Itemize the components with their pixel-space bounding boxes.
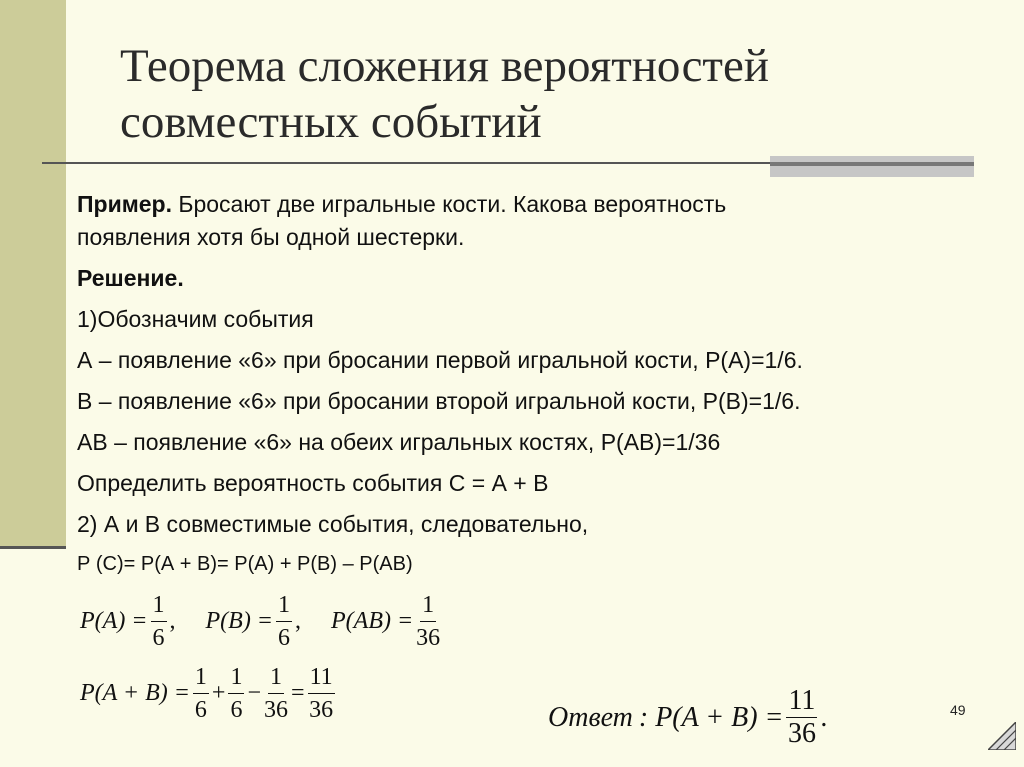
slide-title xyxy=(120,38,980,150)
fraction-1-36 xyxy=(264,664,288,723)
determine-line: Определить вероятность события С = А + В xyxy=(77,470,549,496)
answer-formula xyxy=(548,685,828,749)
denominator: 36 xyxy=(416,625,441,651)
equals-sign: = xyxy=(291,680,305,706)
numerator: 1 xyxy=(276,592,292,622)
denominator: 6 xyxy=(152,625,165,651)
example-text-2: появления хотя бы одной шестерки. xyxy=(77,224,465,250)
denominator: 6 xyxy=(194,697,207,723)
comma: , xyxy=(295,608,301,634)
denominator: 6 xyxy=(230,697,243,723)
numerator: 11 xyxy=(788,685,816,716)
fraction-1-6-b xyxy=(228,664,244,723)
answer-lhs: : P(A + B) = xyxy=(638,701,784,733)
answer-fraction xyxy=(786,685,817,749)
example-label: Пример. xyxy=(77,191,172,217)
period: . xyxy=(820,701,828,733)
title-line-1: Теорема сложения вероятностей xyxy=(120,40,769,92)
denominator: 36 xyxy=(787,718,816,749)
fraction-pb xyxy=(276,592,292,651)
event-b: В – появление «6» при бросании второй игральной кости, Р(В)=1/6. xyxy=(77,388,801,414)
formula-row-sum xyxy=(80,664,338,723)
numerator: 1 xyxy=(151,592,167,622)
example-paragraph xyxy=(77,188,726,254)
title-line-2: совместных событий xyxy=(120,96,542,148)
comma: , xyxy=(169,608,176,634)
numerator: 1 xyxy=(193,664,209,694)
sidebar-divider xyxy=(0,546,66,549)
denominator: 36 xyxy=(309,697,334,723)
sidebar-decoration xyxy=(0,0,66,548)
pab-lhs: P(AB) = xyxy=(331,608,414,634)
event-a: А – появление «6» при бросании первой игральной кости, Р(А)=1/6. xyxy=(77,347,803,373)
step-1: 1)Обозначим события xyxy=(77,306,314,332)
fraction-1-6-a xyxy=(193,664,209,723)
fraction-pa xyxy=(151,592,167,651)
solution-label-text: Решение. xyxy=(77,265,184,291)
fraction-11-36 xyxy=(308,664,335,723)
plus-sign: + xyxy=(211,680,226,706)
formula-text: Р (С)= Р(А + В)= Р(А) + Р(В) – Р(АВ) xyxy=(77,553,413,575)
minus-sign: − xyxy=(247,680,262,706)
corner-triangle-icon xyxy=(988,722,1016,750)
example-text-1: Бросают две игральные кости. Какова вероятность xyxy=(178,191,727,217)
numerator: 1 xyxy=(268,664,284,694)
pb-lhs: P(B) = xyxy=(205,608,273,634)
numerator: 1 xyxy=(420,592,436,622)
numerator: 11 xyxy=(308,664,335,694)
title-accent-bar xyxy=(770,156,974,177)
answer-label: Ответ xyxy=(548,701,633,733)
step-2: 2) А и В совместимые события, следовательно, xyxy=(77,511,589,537)
pa-lhs: P(A) = xyxy=(80,608,148,634)
denominator: 36 xyxy=(264,697,289,723)
title-accent-line xyxy=(770,162,974,166)
solution-label xyxy=(77,262,184,295)
numerator: 1 xyxy=(228,664,244,694)
sum-lhs: P(A + B) = xyxy=(80,680,190,706)
event-ab: АВ – появление «6» на обеих игральных костях, Р(АВ)=1/36 xyxy=(77,429,721,455)
fraction-pab xyxy=(416,592,440,651)
page-number: 49 xyxy=(950,702,966,718)
formula-row-probabilities xyxy=(80,592,443,651)
denominator: 6 xyxy=(278,625,290,651)
